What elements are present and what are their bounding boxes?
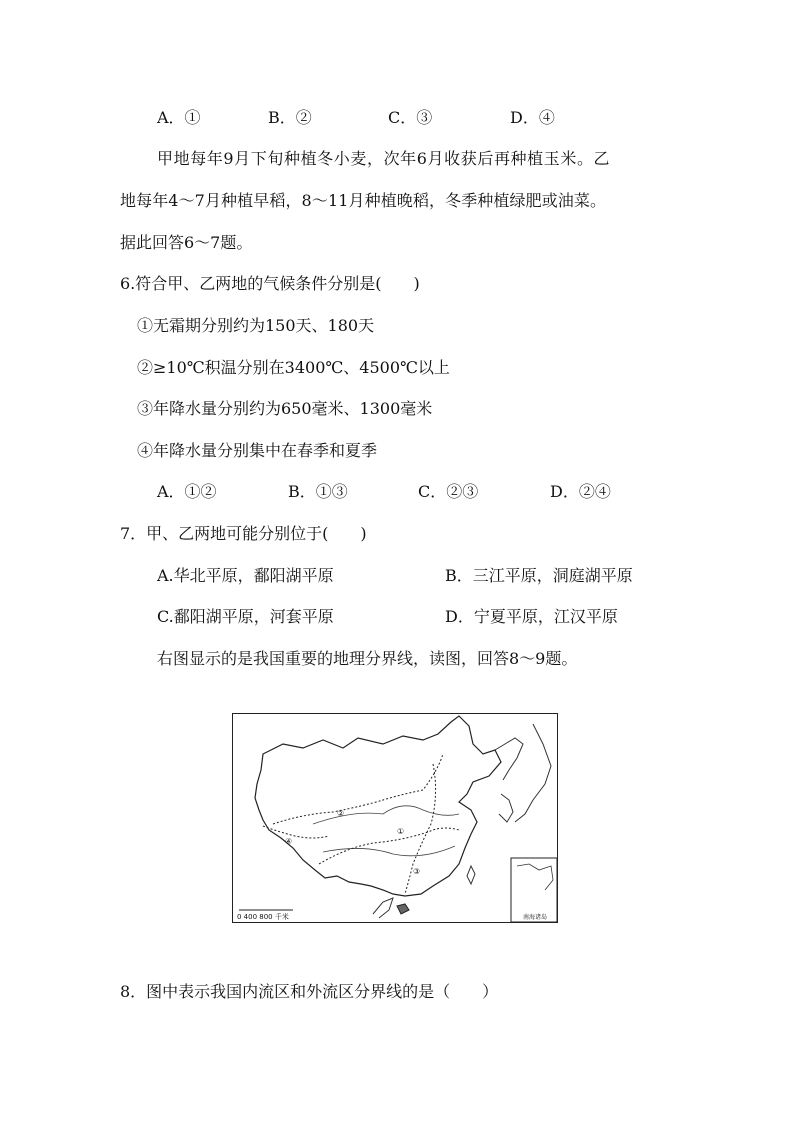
map-svg (233, 714, 559, 924)
passage1-line-3: 据此回答6～7题。 (120, 233, 253, 252)
q7-option-b: B．三江平原，洞庭湖平原 (445, 566, 633, 585)
q6-option-d: D．②④ (550, 482, 611, 501)
q6-item-3: ③年降水量分别约为650毫米、1300毫米 (137, 399, 433, 418)
china-outline (255, 716, 501, 896)
peninsula-outline (373, 898, 393, 918)
boundary-line-1 (319, 828, 459, 864)
passage1-line-1: 甲地每年9月下旬种植冬小麦，次年6月收获后再种植玉米。乙 (157, 149, 611, 168)
inset-label: 南海诸岛 (523, 914, 548, 921)
q7-stem: 7．甲、乙两地可能分别位于( ) (120, 524, 367, 543)
q5-option-c: C．③ (388, 108, 433, 127)
q6-option-a: A．①② (157, 482, 217, 501)
q7-option-c: C.鄱阳湖平原，河套平原 (157, 607, 334, 626)
q5-option-b: B．② (268, 108, 312, 127)
q7-option-a: A.华北平原，鄱阳湖平原 (157, 566, 334, 585)
taiwan-outline (467, 866, 475, 884)
scale-text: 0 400 800 千米 (237, 913, 289, 921)
map-marker-2: ② (337, 809, 345, 818)
q8-stem: 8．图中表示我国内流区和外流区分界线的是（ ） (120, 982, 499, 1001)
river-yellow (313, 806, 459, 824)
q5-option-d: D．④ (510, 108, 555, 127)
boundary-line-3 (405, 764, 436, 894)
hainan-outline (397, 904, 409, 914)
q5-option-a: A．① (157, 108, 201, 127)
river-yangtze (323, 846, 455, 856)
q6-option-c: C．②③ (418, 482, 479, 501)
q6-item-1: ①无霜期分别约为150天、180天 (137, 316, 375, 335)
passage2: 右图显示的是我国重要的地理分界线，读图，回答8～9题。 (157, 649, 578, 668)
q6-item-4: ④年降水量分别集中在春季和夏季 (137, 441, 378, 460)
q7-option-d: D．宁夏平原，江汉平原 (445, 607, 618, 626)
map-marker-1: ① (397, 827, 405, 836)
q6-item-2: ②≥10℃积温分别在3400℃、4500℃以上 (137, 358, 450, 377)
china-boundary-map (232, 713, 558, 923)
passage1-line-2: 地每年4～7月种植早稻，8～11月种植晚稻，冬季种植绿肥或油菜。 (120, 191, 607, 210)
map-marker-3: ③ (413, 867, 421, 876)
map-marker-4: ④ (285, 837, 293, 846)
q6-stem: 6.符合甲、乙两地的气候条件分别是( ) (120, 274, 420, 293)
korea-outline (499, 794, 513, 822)
q6-option-b: B．①③ (288, 482, 348, 501)
japan-outline (515, 724, 551, 822)
inset-box (511, 858, 557, 922)
